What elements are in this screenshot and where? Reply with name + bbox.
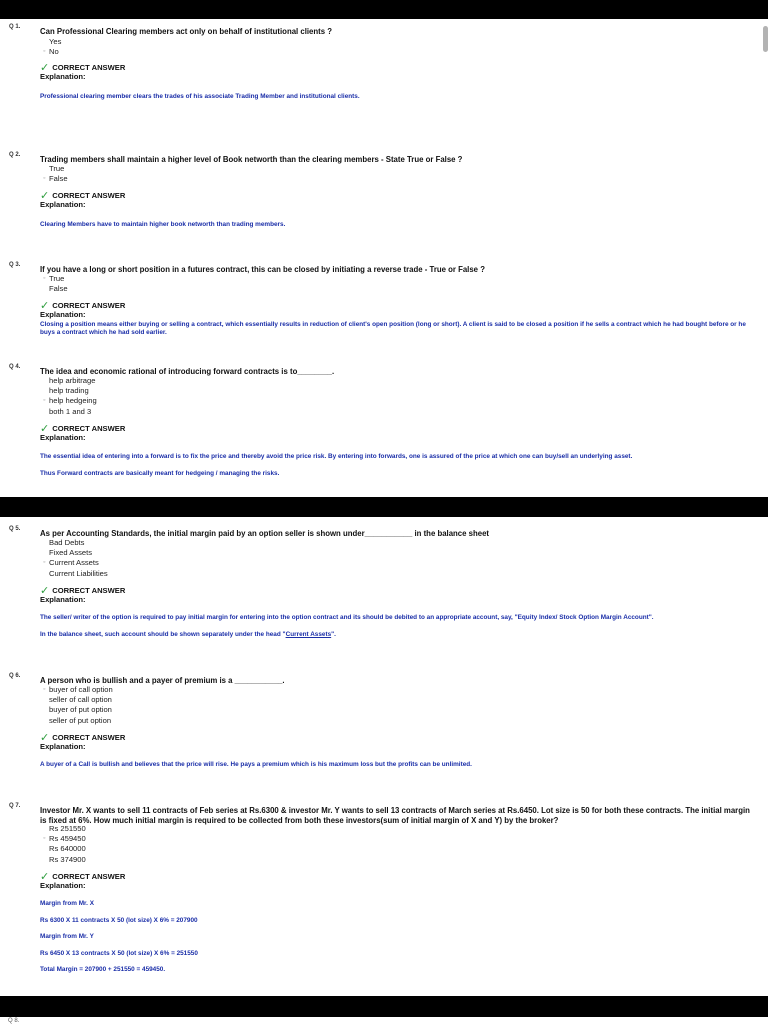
answer-option[interactable]: Current Liabilities bbox=[49, 568, 108, 578]
question-number: Q 1. bbox=[9, 24, 21, 30]
answer-options bbox=[40, 37, 61, 57]
answer-option[interactable]: ◦ Current Assets bbox=[43, 558, 99, 568]
explanation-text: The essential idea of entering into a forward is to fix the price and thereby avoid the price risk. By entering into forwards, one is assured of the price at which one can buy/sell an underlying asset. Thus Forward contracts are basically meant for hedgeing / managing the risks. bbox=[40, 453, 633, 477]
explanation-text: Closing a position means either buying or selling a contract, which essentially results in reduction of client's open position (long or short). A client is said to be closed a position if he sells a contract which he had bought before or he buys a contract which he had sold earlier. bbox=[40, 321, 746, 337]
answer-option[interactable]: True bbox=[49, 164, 65, 173]
explanation-label: Explanation: bbox=[40, 200, 86, 210]
answer-option[interactable]: ◦ False bbox=[43, 174, 68, 184]
correct-answer-block bbox=[40, 191, 125, 210]
answer-option[interactable]: Yes bbox=[49, 37, 62, 46]
answer-option[interactable]: help trading bbox=[49, 386, 89, 396]
correct-answer-block bbox=[40, 872, 125, 891]
correct-answer-block bbox=[40, 424, 125, 443]
answer-option[interactable]: ◦ Rs 459450 bbox=[43, 834, 86, 844]
explanation-label: Explanation: bbox=[40, 433, 86, 443]
correct-answer-block bbox=[40, 301, 125, 320]
correct-answer-label: CORRECT ANSWER bbox=[52, 191, 126, 200]
explanation-text: A buyer of a Call is bullish and believes that the price will rise. He pays a premium which is his maximum loss but the profits can be unlimited. bbox=[40, 761, 472, 768]
question-number: Q 6. bbox=[9, 673, 21, 679]
checkmark-icon: ✓ bbox=[40, 300, 50, 312]
question-number: Q 7. bbox=[9, 803, 21, 809]
answer-option[interactable]: False bbox=[49, 284, 68, 294]
answer-options bbox=[40, 824, 86, 865]
answer-options bbox=[40, 376, 97, 417]
explanation-label: Explanation: bbox=[40, 742, 86, 752]
answer-options bbox=[40, 164, 68, 184]
checkmark-icon: ✓ bbox=[40, 62, 50, 74]
option-marker-icon: ◦ bbox=[43, 397, 46, 405]
answer-option[interactable]: Rs 251550 bbox=[49, 824, 86, 833]
explanation-label: Explanation: bbox=[40, 595, 86, 605]
explanation-text: The seller/ writer of the option is required to pay initial margin for entering into the option contract and its should be debited to an appropriate account, say, "Equity Index/ Stock Option Margin Account". In the balance sheet, such account should be shown separately under the head "Current Assets". bbox=[40, 614, 756, 647]
explanation-text: Clearing Members have to maintain higher book networth than trading members. bbox=[40, 221, 286, 228]
option-marker-icon: ◦ bbox=[43, 175, 46, 183]
next-question-number: Q 8. bbox=[8, 1018, 20, 1024]
answer-options bbox=[40, 274, 68, 294]
checkmark-icon: ✓ bbox=[40, 585, 50, 597]
explanation-label: Explanation: bbox=[40, 72, 86, 82]
explanation-line-underlined: In the balance sheet, such account should be shown separately under the head "Current Assets". bbox=[40, 630, 336, 638]
question-text: The idea and economic rational of introducing forward contracts is to________. bbox=[40, 367, 335, 376]
option-marker-icon: ◦ bbox=[43, 559, 46, 567]
answer-option[interactable]: buyer of put option bbox=[49, 705, 112, 715]
scrollbar-thumb[interactable] bbox=[763, 26, 768, 52]
question-text: A person who is bullish and a payer of premium is a ___________. bbox=[40, 676, 285, 685]
page-break-bar-bottom bbox=[0, 996, 768, 1017]
answer-option[interactable]: both 1 and 3 bbox=[49, 406, 92, 416]
correct-answer-label: CORRECT ANSWER bbox=[52, 63, 126, 72]
question-number: Q 3. bbox=[9, 262, 21, 268]
correct-answer-block bbox=[40, 733, 125, 752]
question-number: Q 5. bbox=[9, 526, 21, 532]
question-text: As per Accounting Standards, the initial margin paid by an option seller is shown under___________ in the balance sheet bbox=[40, 529, 490, 538]
question-number: Q 2. bbox=[9, 152, 21, 158]
explanation-label: Explanation: bbox=[40, 881, 86, 891]
page-break-bar bbox=[0, 497, 768, 517]
answer-option[interactable]: help arbitrage bbox=[49, 376, 96, 385]
explanation-label: Explanation: bbox=[40, 310, 86, 320]
correct-answer-label: CORRECT ANSWER bbox=[52, 586, 126, 595]
answer-options bbox=[40, 538, 108, 579]
answer-option[interactable]: Rs 374900 bbox=[49, 854, 86, 864]
answer-option[interactable]: Fixed Assets bbox=[49, 548, 93, 558]
question-text: Trading members shall maintain a higher level of Book networth than the clearing members - State True or False ? bbox=[40, 155, 463, 164]
checkmark-icon: ✓ bbox=[40, 871, 50, 883]
answer-option[interactable]: ◦ True bbox=[43, 274, 65, 283]
checkmark-icon: ✓ bbox=[40, 423, 50, 435]
answer-options bbox=[40, 685, 113, 726]
correct-answer-label: CORRECT ANSWER bbox=[52, 872, 126, 881]
answer-option[interactable]: Rs 640000 bbox=[49, 844, 86, 854]
correct-answer-block bbox=[40, 63, 125, 82]
answer-option[interactable]: ◦ help hedgeing bbox=[43, 396, 97, 406]
correct-answer-label: CORRECT ANSWER bbox=[52, 301, 126, 310]
question-number: Q 4. bbox=[9, 364, 21, 370]
explanation-text: Margin from Mr. X Rs 6300 X 11 contracts X 50 (lot size) X 6% = 207900 Margin from Mr. Y Rs 6450 X 13 contracts X 50 (lot size) X 6% = 251550 Total Margin = 207900 + 251550 = 459450. bbox=[40, 900, 198, 974]
option-marker-icon: ◦ bbox=[43, 275, 46, 282]
explanation-text: Professional clearing member clears the trades of his associate Trading Member and institutional clients. bbox=[40, 93, 360, 100]
checkmark-icon: ✓ bbox=[40, 732, 50, 744]
option-marker-icon: ◦ bbox=[43, 835, 46, 843]
page-break-bar-top bbox=[0, 0, 768, 19]
option-marker-icon: ◦ bbox=[43, 48, 46, 56]
answer-option[interactable]: seller of put option bbox=[49, 715, 112, 725]
answer-option[interactable]: ◦ No bbox=[43, 47, 59, 57]
correct-answer-label: CORRECT ANSWER bbox=[52, 733, 126, 742]
option-marker-icon: ◦ bbox=[43, 686, 46, 693]
correct-answer-block bbox=[40, 586, 125, 605]
correct-answer-label: CORRECT ANSWER bbox=[52, 424, 126, 433]
question-text: If you have a long or short position in a futures contract, this can be closed by initiating a reverse trade - True or False ? bbox=[40, 265, 485, 274]
question-text: Can Professional Clearing members act only on behalf of institutional clients ? bbox=[40, 27, 333, 36]
question-text: Investor Mr. X wants to sell 11 contracts of Feb series at Rs.6300 & investor Mr. Y wants to sell 13 contracts of March series at Rs.6450. Lot size is 50 for both these contracts. The initial margin is fixed at 6%. How much initial margin is required to be collected from both these investors(sum of initial margin of X and Y) by the broker? bbox=[40, 806, 750, 825]
answer-option[interactable]: ◦ buyer of call option bbox=[43, 685, 113, 694]
answer-option[interactable]: Bad Debts bbox=[49, 538, 85, 547]
checkmark-icon: ✓ bbox=[40, 190, 50, 202]
answer-option[interactable]: seller of call option bbox=[49, 695, 112, 705]
